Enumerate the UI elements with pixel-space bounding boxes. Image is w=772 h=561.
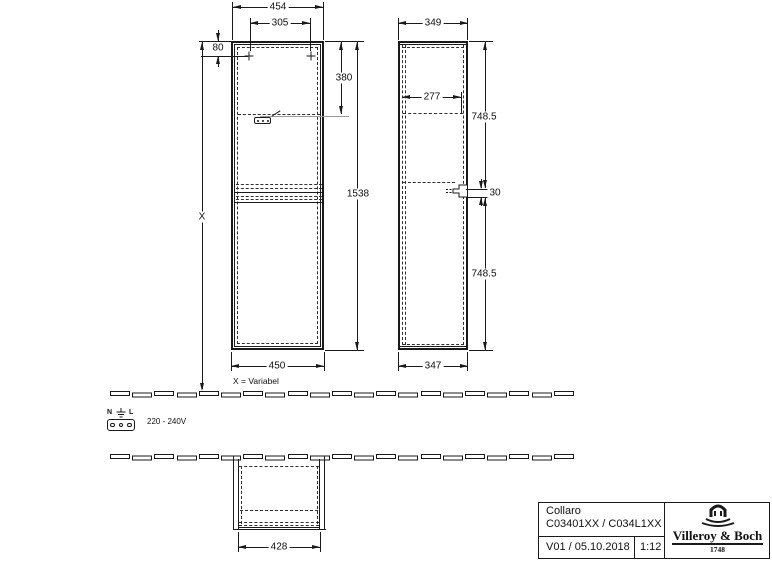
socket-pin bbox=[267, 120, 269, 122]
hatch-segment bbox=[221, 393, 241, 398]
arrow bbox=[250, 21, 258, 25]
title-block-divider-v bbox=[664, 502, 665, 559]
version-date: V01 / 05.10.2018 bbox=[546, 541, 630, 553]
hatch-segment bbox=[132, 393, 152, 398]
wall-hatch-upper bbox=[110, 391, 576, 396]
extension-line bbox=[323, 2, 324, 40]
extension-line bbox=[461, 92, 462, 113]
socket-outlet-icon bbox=[107, 419, 135, 431]
hatch-segment bbox=[398, 456, 418, 461]
plan-mid-dash bbox=[240, 510, 318, 511]
dim-label: 30 bbox=[489, 187, 501, 199]
extension-line bbox=[325, 350, 364, 351]
article-numbers: C03401XX / C034L1XX bbox=[546, 518, 662, 530]
brand-year: 1748 bbox=[710, 545, 725, 554]
hatch-segment bbox=[154, 391, 174, 396]
hatch-segment bbox=[288, 454, 308, 459]
extension-line bbox=[467, 352, 468, 371]
hatch-segment bbox=[288, 391, 308, 396]
plan-top-dash bbox=[239, 466, 319, 467]
dim-label: 748.5 bbox=[471, 268, 497, 280]
arrow bbox=[233, 5, 241, 9]
socket-pin bbox=[110, 423, 115, 428]
handle-detail bbox=[445, 183, 469, 201]
shelf-solid-1 bbox=[234, 192, 324, 193]
hatch-segment bbox=[332, 391, 352, 396]
arrow bbox=[315, 5, 323, 9]
plan-wall-right-outer bbox=[324, 456, 325, 530]
extension-line bbox=[201, 56, 248, 57]
dim-label: 454 bbox=[269, 1, 287, 13]
dim-label: X bbox=[198, 211, 206, 223]
arrow bbox=[312, 545, 320, 549]
brand-logo bbox=[666, 503, 769, 558]
dim-label: 380 bbox=[335, 72, 353, 84]
hatch-segment bbox=[509, 391, 529, 396]
arrow bbox=[216, 33, 220, 41]
plan-bottom-inner bbox=[238, 527, 320, 528]
extension-line bbox=[320, 532, 321, 552]
variable-note: X = Variabel bbox=[233, 376, 279, 386]
arrow bbox=[479, 181, 483, 189]
plan-left-dash bbox=[241, 466, 242, 524]
dim-label: 347 bbox=[424, 360, 442, 372]
arrow bbox=[355, 342, 359, 350]
hatch-segment bbox=[554, 454, 574, 459]
extension-line bbox=[231, 352, 232, 371]
hatch-segment bbox=[421, 454, 441, 459]
plan-wall-left-inner bbox=[238, 459, 239, 529]
extension-line bbox=[238, 532, 239, 552]
arrow bbox=[200, 383, 204, 391]
hatch-segment bbox=[398, 393, 418, 398]
shelf-dash-3 bbox=[236, 196, 322, 197]
wall-hatch-lower bbox=[110, 454, 576, 459]
arrow bbox=[460, 21, 468, 25]
earth-icon bbox=[115, 407, 127, 419]
arrow bbox=[355, 42, 359, 50]
shelf-dash-4 bbox=[236, 199, 322, 200]
hatch-segment bbox=[265, 456, 285, 461]
hatch-segment bbox=[532, 393, 552, 398]
brand-crown-icon bbox=[697, 503, 739, 529]
dim-label: 428 bbox=[270, 541, 288, 553]
arrow bbox=[238, 545, 246, 549]
dim-label: 305 bbox=[271, 17, 289, 29]
hatch-segment bbox=[310, 393, 330, 398]
hatch-segment bbox=[376, 454, 396, 459]
shelf-dash-2 bbox=[236, 188, 322, 189]
dim-label: 1538 bbox=[346, 188, 370, 200]
hatch-segment bbox=[199, 391, 219, 396]
dim-label: 450 bbox=[268, 360, 286, 372]
arrow bbox=[453, 95, 461, 99]
drill-mark-right bbox=[307, 52, 316, 61]
plan-right-dash bbox=[317, 466, 318, 524]
hatch-segment bbox=[177, 456, 197, 461]
shelf-dash-1 bbox=[236, 184, 322, 185]
arrow bbox=[398, 364, 406, 368]
hatch-segment bbox=[199, 454, 219, 459]
extension-line bbox=[469, 41, 493, 42]
hatch-segment bbox=[177, 393, 197, 398]
hatch-segment bbox=[487, 456, 507, 461]
arrow bbox=[483, 180, 487, 188]
neutral-label: N bbox=[107, 409, 113, 416]
hatch-segment bbox=[243, 391, 263, 396]
plan-wall-left-outer bbox=[233, 456, 234, 530]
arrow bbox=[231, 364, 239, 368]
drawing-scale: 1:12 bbox=[640, 541, 662, 553]
hatch-segment bbox=[465, 391, 485, 396]
plan-bottom-outer bbox=[233, 529, 326, 530]
hatch-segment bbox=[487, 393, 507, 398]
arrow bbox=[460, 364, 468, 368]
arrow bbox=[483, 198, 487, 206]
extension-line bbox=[469, 350, 493, 351]
voltage-label: 220 - 240V bbox=[147, 417, 187, 426]
side-shelf-dash-upper bbox=[403, 113, 463, 114]
arrow bbox=[339, 42, 343, 50]
brand-name: Villeroy & Boch bbox=[672, 528, 763, 543]
side-left-dash-2 bbox=[405, 45, 406, 345]
socket-pin bbox=[127, 423, 132, 428]
plan-low-dash-1 bbox=[239, 522, 319, 523]
dim-label: 80 bbox=[212, 42, 224, 54]
side-bottom-inner bbox=[400, 346, 466, 347]
extension-line bbox=[310, 18, 311, 51]
hatch-segment bbox=[354, 393, 374, 398]
hatch-segment bbox=[354, 456, 374, 461]
arrow bbox=[200, 42, 204, 50]
arrow bbox=[483, 42, 487, 50]
plan-wall-right-inner bbox=[319, 459, 320, 529]
live-label: L bbox=[129, 409, 134, 416]
arrow bbox=[339, 106, 343, 114]
side-left-dash-1 bbox=[402, 45, 403, 345]
internal-socket-icon bbox=[254, 117, 271, 124]
side-top-inner bbox=[400, 44, 466, 45]
hatch-segment bbox=[154, 454, 174, 459]
title-block-divider-h bbox=[538, 536, 664, 537]
hatch-segment bbox=[509, 454, 529, 459]
hatch-segment bbox=[443, 393, 463, 398]
socket-pin bbox=[262, 120, 264, 122]
hatch-segment bbox=[421, 391, 441, 396]
extension-line bbox=[324, 352, 325, 371]
side-bottom-dash bbox=[402, 344, 464, 345]
hatch-segment bbox=[465, 454, 485, 459]
dim-label: 349 bbox=[424, 17, 442, 29]
hatch-segment bbox=[110, 391, 130, 396]
extension-line bbox=[398, 352, 399, 371]
arrow bbox=[402, 95, 410, 99]
arrow bbox=[483, 342, 487, 350]
hatch-segment bbox=[132, 456, 152, 461]
side-top-dash bbox=[402, 47, 464, 48]
hatch-segment bbox=[554, 391, 574, 396]
hatch-segment bbox=[265, 393, 285, 398]
hatch-segment bbox=[443, 456, 463, 461]
arrow bbox=[302, 21, 310, 25]
dim-label: 748.5 bbox=[471, 111, 497, 123]
hatch-segment bbox=[110, 454, 130, 459]
hatch-segment bbox=[332, 454, 352, 459]
plan-low-dash-2 bbox=[239, 525, 319, 526]
title-block-divider-scale bbox=[634, 536, 635, 559]
series-name: Collaro bbox=[546, 505, 581, 517]
shelf-solid-2 bbox=[234, 202, 324, 203]
dim-label: 277 bbox=[423, 91, 441, 103]
hatch-segment bbox=[532, 456, 552, 461]
socket-pin bbox=[119, 423, 124, 428]
arrow bbox=[398, 21, 406, 25]
arrow bbox=[216, 56, 220, 64]
arrow bbox=[316, 364, 324, 368]
hatch-segment bbox=[376, 391, 396, 396]
hatch-segment bbox=[243, 454, 263, 459]
socket-pin bbox=[257, 120, 259, 122]
